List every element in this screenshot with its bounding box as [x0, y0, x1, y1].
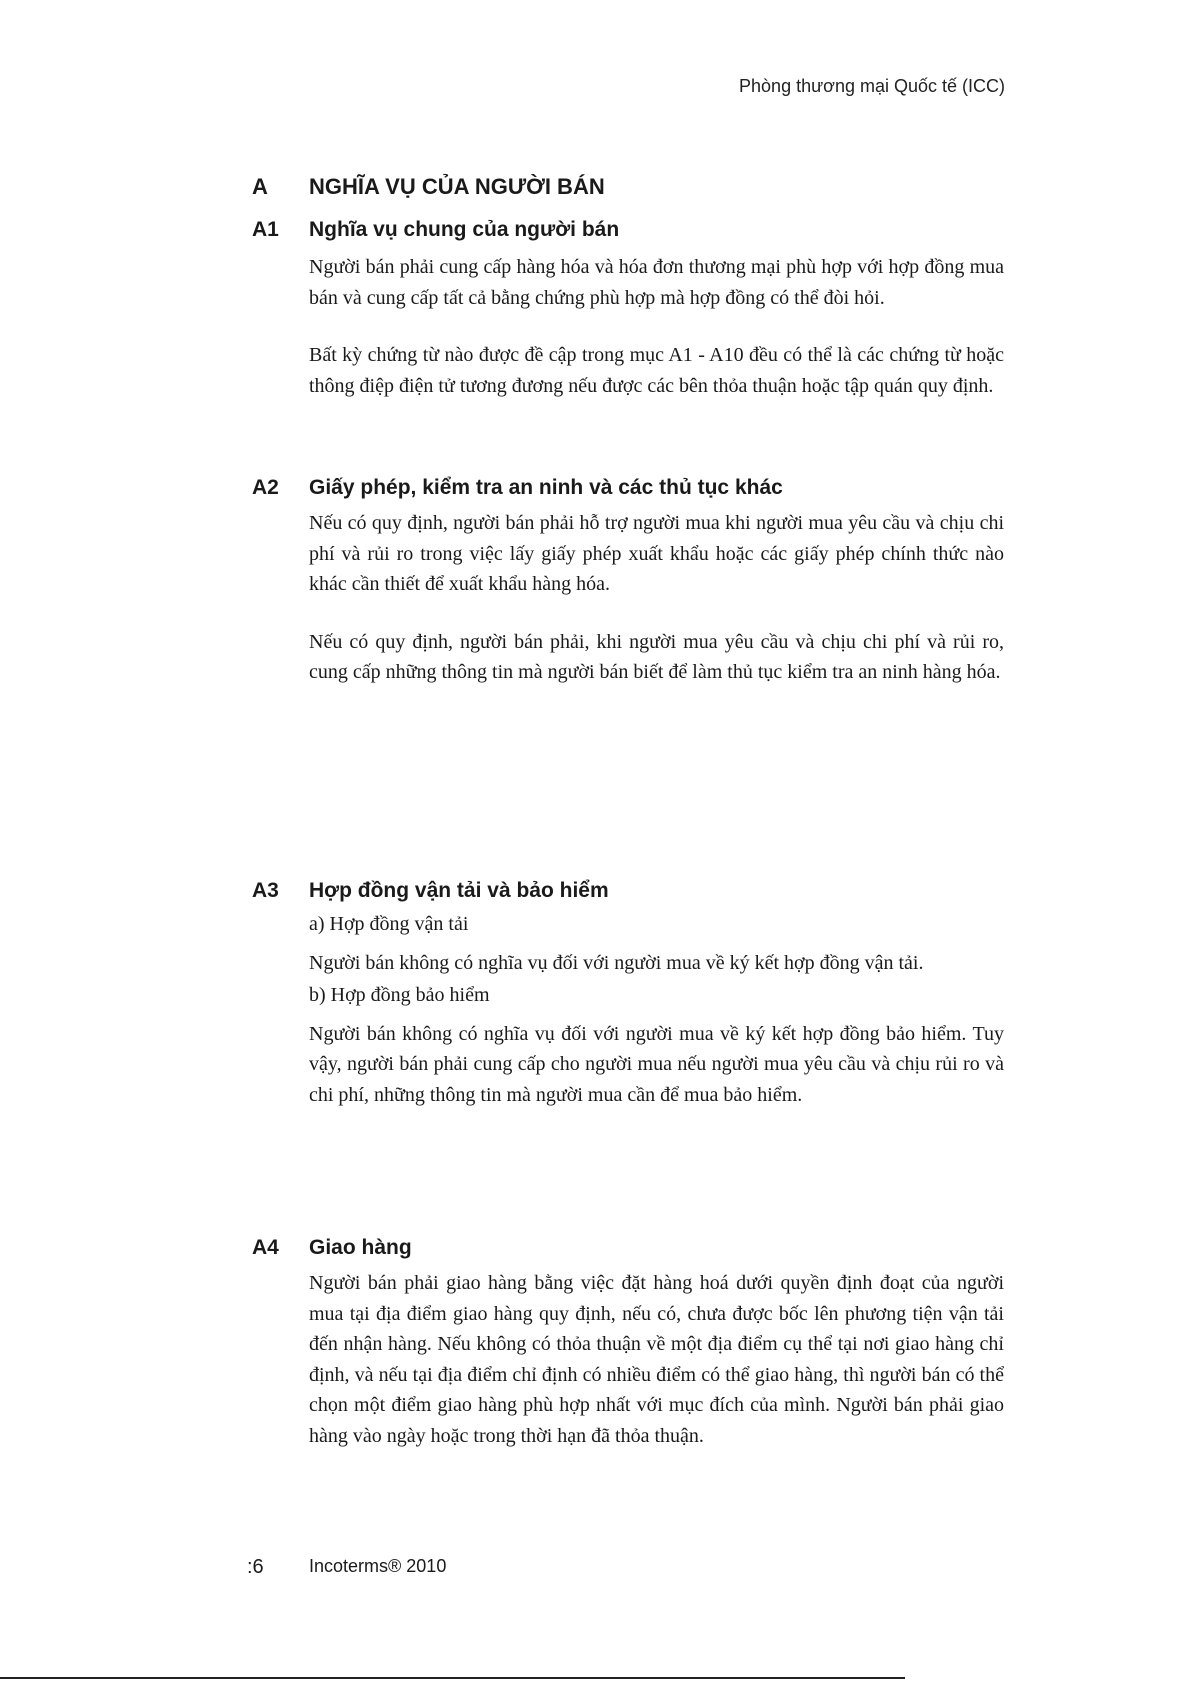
clause-body	[309, 252, 1004, 401]
book-title: Incoterms® 2010	[309, 1556, 447, 1576]
clause-heading	[252, 877, 1012, 905]
clause-a4	[252, 1234, 1012, 1451]
clause-code: A2	[252, 476, 279, 499]
clause-title: Giấy phép, kiểm tra an ninh và các thủ tục khác	[309, 476, 783, 499]
clause-heading	[252, 474, 1012, 502]
clause-title: Nghĩa vụ chung của người bán	[309, 218, 620, 241]
clause-title: Giao hàng	[309, 1236, 412, 1259]
paragraph: Người bán không có nghĩa vụ đối với người mua về ký kết hợp đồng vận tải.	[309, 951, 924, 974]
clause-code: A4	[252, 1236, 279, 1259]
paragraph: Nếu có quy định, người bán phải, khi người mua yêu cầu và chịu chi phí và rủi ro, cung cấp những thông tin mà người bán biết để làm thủ tục kiểm tra an ninh hàng hóa.	[309, 630, 1004, 683]
section-title	[252, 174, 605, 200]
section-code: A	[252, 174, 268, 199]
subheading-insurance: b) Hợp đồng bảo hiểm	[309, 984, 490, 1006]
clause-body	[309, 909, 1004, 1110]
paragraph: Người bán phải giao hàng bằng việc đặt hàng hoá dưới quyền định đoạt của người mua tại địa điểm giao hàng quy định, nếu có, chưa được bốc lên phương tiện vận tải đến nhận hàng. Nếu không có thỏa thuận về một địa điểm cụ thể tại nơi giao hàng chỉ định, và nếu tại địa điểm chỉ định có nhiều điểm có thể giao hàng, thì người bán có thể chọn một điểm giao hàng phù hợp nhất với mục đích của mình. Người bán phải giao hàng vào ngày hoặc trong thời hạn đã thỏa thuận.	[309, 1272, 1004, 1447]
subheading-transport: a) Hợp đồng vận tải	[309, 913, 469, 935]
paragraph: Bất kỳ chứng từ nào được đề cập trong mục A1 - A10 đều có thể là các chứng từ hoặc thông điệp điện tử tương đương nếu được các bên thỏa thuận hoặc tập quán quy định.	[309, 344, 1004, 397]
paragraph: Nếu có quy định, người bán phải hỗ trợ người mua khi người mua yêu cầu và chịu chi phí và rủi ro trong việc lấy giấy phép xuất khẩu hoặc các giấy phép chính thức nào khác cần thiết để xuất khẩu hàng hóa.	[309, 512, 1004, 595]
paragraph: Người bán không có nghĩa vụ đối với người mua về ký kết hợp đồng bảo hiểm. Tuy vậy, người bán phải cung cấp cho người mua nếu người mua yêu cầu và chịu rủi ro và chi phí, những thông tin mà người mua cần để mua bảo hiểm.	[309, 1022, 1004, 1106]
clause-a3	[252, 877, 1012, 1110]
clause-a2	[252, 474, 1012, 688]
page-footer	[247, 1556, 446, 1579]
clause-code: A3	[252, 879, 279, 902]
clause-body	[309, 508, 1004, 688]
clause-heading	[252, 216, 1012, 244]
clause-code: A1	[252, 218, 279, 241]
page-number: :6	[247, 1556, 264, 1578]
clause-a1	[252, 216, 1012, 401]
clause-body	[309, 1268, 1004, 1451]
paragraph: Người bán phải cung cấp hàng hóa và hóa đơn thương mại phù hợp với hợp đồng mua bán và cung cấp tất cả bằng chứng phù hợp mà hợp đồng có thể đòi hỏi.	[309, 256, 1004, 309]
clause-title: Hợp đồng vận tải và bảo hiểm	[309, 879, 609, 902]
clause-heading	[252, 1234, 1012, 1262]
running-header: Phòng thương mại Quốc tế (ICC)	[739, 76, 1005, 96]
section-heading: NGHĨA VỤ CỦA NGƯỜI BÁN	[309, 174, 605, 199]
bottom-rule	[0, 1677, 905, 1679]
